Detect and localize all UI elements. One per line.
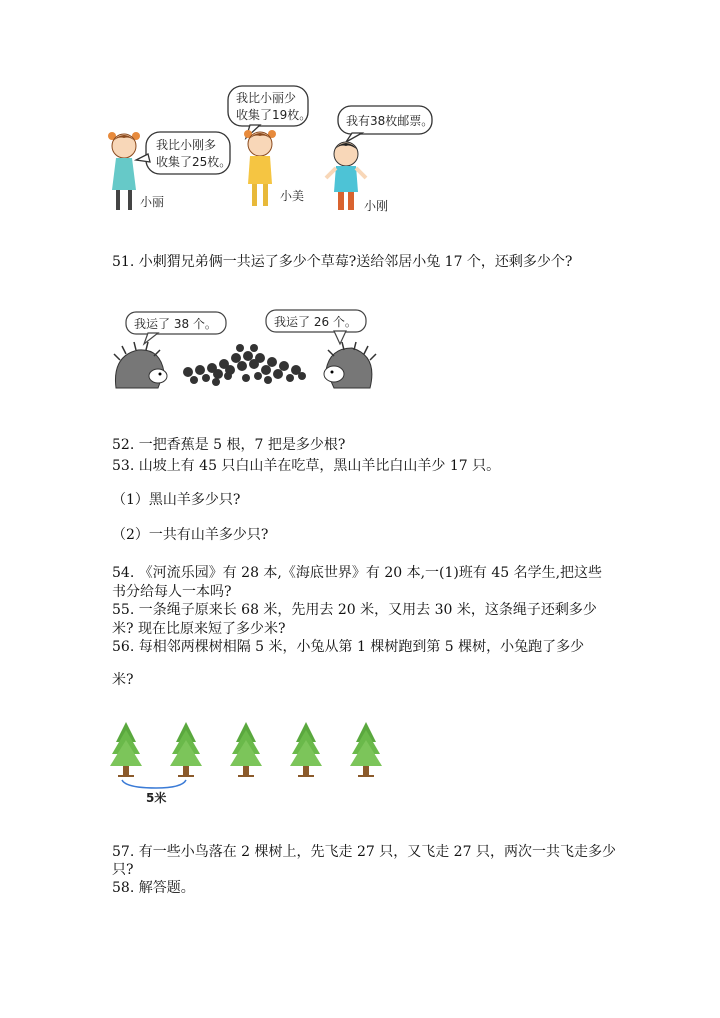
tree-2 — [170, 722, 202, 776]
question-56-line-2: 米? — [112, 672, 134, 688]
question-56-line-1: 56. 每相邻两棵树相隔 5 米，小兔从第 1 棵树跑到第 5 棵树，小兔跑了多少 — [112, 639, 585, 655]
tree-4 — [290, 722, 322, 776]
xiaoli-speech-bubble — [136, 132, 231, 174]
strawberry-pile — [183, 344, 306, 386]
left-hedgehog-illustration — [114, 342, 167, 388]
xiaomei-name-label: 小美 — [280, 189, 305, 203]
question-55-line-1: 55. 一条绳子原来长 68 米，先用去 20 米，又用去 30 米，这条绳子还剩多少 — [112, 602, 597, 618]
xiaomei-speech-line1: 我比小丽少 — [236, 91, 297, 105]
xiaoli-name-label: 小丽 — [140, 195, 165, 209]
xiaoli-speech-line1: 我比小刚多 — [156, 138, 217, 152]
right-hedgehog-speech-text: 我运了 26 个。 — [274, 315, 357, 329]
question-55-line-2: 米? 现在比原来短了多少米? — [112, 621, 286, 637]
question-58: 58. 解答题。 — [112, 880, 195, 896]
kids-stamp-figure — [100, 80, 440, 220]
trees-distance-figure — [108, 718, 398, 808]
tree-1 — [110, 722, 142, 776]
question-57-line-1: 57. 有一些小鸟落在 2 棵树上，先飞走 27 只，又飞走 27 只，两次一共飞走多少 — [112, 844, 616, 860]
xiaogang-speech-bubble — [338, 106, 433, 142]
question-53-part-2: （2）一共有山羊多少只? — [112, 527, 269, 543]
distance-label: 5米 — [146, 791, 167, 805]
xiaoli-girl-illustration — [108, 132, 140, 210]
xiaogang-boy-illustration — [326, 142, 366, 210]
xiaoli-speech-line2: 收集了25枚。 — [156, 155, 232, 169]
xiaogang-speech-text: 我有38枚邮票。 — [346, 114, 434, 128]
xiaomei-speech-line2: 收集了19枚。 — [236, 108, 312, 122]
tree-3 — [230, 722, 262, 776]
distance-bracket — [122, 780, 186, 788]
right-hedgehog-speech-bubble — [266, 310, 366, 344]
question-54-line-2: 书分给每人一本吗? — [112, 584, 232, 600]
xiaomei-speech-bubble — [228, 86, 311, 138]
question-53-part-1: （1）黑山羊多少只? — [112, 492, 241, 508]
left-hedgehog-speech-text: 我运了 38 个。 — [134, 317, 217, 331]
right-hedgehog-illustration — [324, 342, 376, 388]
xiaogang-name-label: 小刚 — [364, 199, 389, 213]
question-52: 52. 一把香蕉是 5 根，7 把是多少根? — [112, 437, 346, 453]
question-54-line-1: 54. 《河流乐园》有 28 本,《海底世界》有 20 本,一(1)班有 45 名学生,把这些 — [112, 565, 603, 581]
question-51: 51. 小刺猬兄弟俩一共运了多少个草莓?送给邻居小兔 17 个，还剩多少个? — [112, 254, 573, 270]
xiaomei-girl-illustration — [244, 130, 276, 206]
tree-5 — [350, 722, 382, 776]
question-57-line-2: 只? — [112, 862, 134, 878]
question-53: 53. 山坡上有 45 只白山羊在吃草，黑山羊比白山羊少 17 只。 — [112, 458, 501, 474]
hedgehog-strawberry-figure — [108, 300, 388, 400]
left-hedgehog-speech-bubble — [126, 312, 226, 344]
